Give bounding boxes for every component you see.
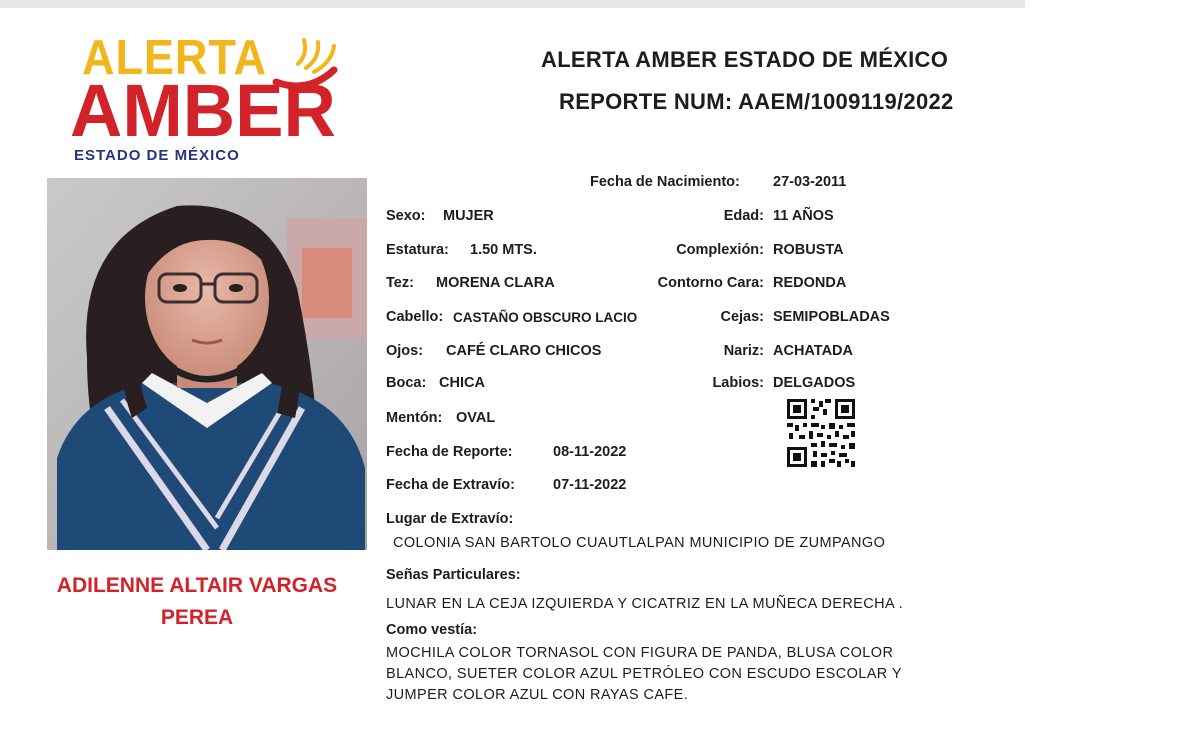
skin-label: Tez: [386,275,414,291]
hair-label: Cabello: [386,309,444,325]
birth-label: Fecha de Nacimiento: [590,174,740,190]
clothes-line1: MOCHILA COLOR TORNASOL CON FIGURA DE PANDA, BLUSA COLOR [386,645,894,661]
missing-person-photo [47,178,367,550]
qr-code[interactable] [785,397,857,469]
nose-value: ACHATADA [773,343,854,359]
birth-value: 27-03-2011 [773,174,847,190]
marks-value: LUNAR EN LA CEJA IZQUIERDA Y CICATRIZ EN LA MUÑECA DERECHA . [386,596,904,612]
marks-label: Señas Particulares: [386,567,521,583]
document-title: ALERTA AMBER ESTADO DE MÉXICO [541,47,949,72]
logo-amber-text: AMBER [70,69,336,152]
logo-alerta-text: ALERTA [82,31,267,85]
hair-value: CASTAÑO OBSCURO LACIO [453,310,638,325]
chin-value: OVAL [456,410,496,426]
report-date-value: 08-11-2022 [553,444,627,460]
sex-value: MUJER [443,208,494,224]
lips-value: DELGADOS [773,375,856,391]
chin-label: Mentón: [386,410,443,426]
signal-waves-icon [268,32,348,112]
person-name [20,570,374,634]
height-value: 1.50 MTS. [470,242,537,258]
brows-value: SEMIPOBLADAS [773,309,890,325]
person-name-line1: ADILENNE ALTAIR VARGAS [56,574,338,597]
age-label: Edad: [723,208,764,224]
age-value: 11 AÑOS [773,208,834,224]
missing-date-value: 07-11-2022 [553,477,627,493]
face-value: REDONDA [773,275,847,291]
place-label: Lugar de Extravío: [386,511,514,527]
clothes-line3: JUMPER COLOR AZUL CON RAYAS CAFE. [386,687,689,703]
clothes-line2: BLANCO, SUETER COLOR AZUL PETRÓLEO CON ESCUDO ESCOLAR Y [386,666,902,682]
logo-state-text: ESTADO DE MÉXICO [74,147,240,164]
top-border [0,0,1025,8]
brows-label: Cejas: [720,309,764,325]
mouth-value: CHICA [439,375,485,391]
skin-value: MORENA CLARA [436,275,555,291]
height-label: Estatura: [386,242,449,258]
report-date-label: Fecha de Reporte: [386,444,513,460]
eyes-value: CAFÉ CLARO CHICOS [446,343,602,359]
report-number: REPORTE NUM: AAEM/1009119/2022 [559,89,954,114]
clothes-label: Como vestía: [386,622,478,638]
mouth-label: Boca: [386,375,427,391]
face-label: Contorno Cara: [657,275,764,291]
place-value: COLONIA SAN BARTOLO CUAUTLALPAN MUNICIPIO DE ZUMPANGO [393,535,886,551]
nose-label: Nariz: [723,343,764,359]
alerta-amber-logo [70,32,340,167]
build-label: Complexión: [676,242,764,258]
missing-date-label: Fecha de Extravío: [386,477,515,493]
person-name-line2: PEREA [160,606,234,629]
build-value: ROBUSTA [773,242,844,258]
eyes-label: Ojos: [386,343,424,359]
lips-label: Labios: [712,375,764,391]
sex-label: Sexo: [386,208,426,224]
